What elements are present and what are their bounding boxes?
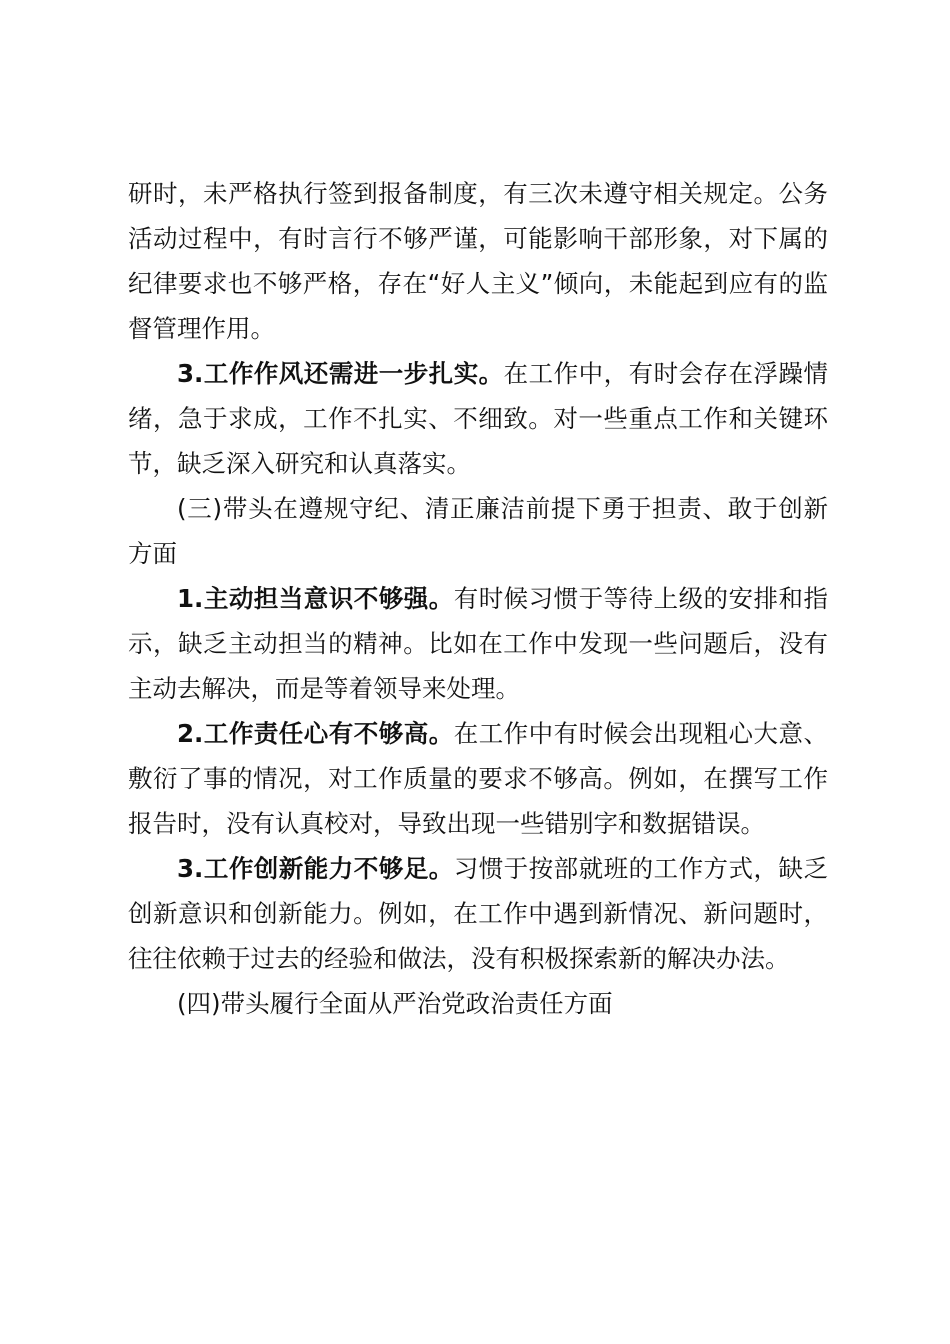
paragraph-text: 在工作中，有时会存在浮躁情绪，急于求成，工作不扎实、不细致。对一些重点工作和关键环节，缺乏深入研究和认真落实。 (128, 359, 828, 478)
paragraph-text: 研时，未严格执行签到报备制度，有三次未遵守相关规定。公务活动过程中，有时言行不够严谨，可能影响干部形象，对下属的纪律要求也不够严格，存在“好人主义”倾向，未能起到应有的监督管理作用。 (128, 179, 828, 343)
paragraph-continuation (128, 171, 828, 351)
section-heading-four (128, 981, 828, 1026)
paragraph-innovation (128, 846, 828, 981)
section-heading-text: (三)带头在遵规守纪、清正廉洁前提下勇于担责、敢于创新方面 (128, 494, 828, 568)
paragraph-lead: 1.主动担当意识不够强。 (177, 584, 454, 613)
section-heading-text: (四)带头履行全面从严治党政治责任方面 (177, 989, 613, 1018)
paragraph-lead: 2.工作责任心有不够高。 (177, 719, 454, 748)
paragraph-text: 在工作中有时候会出现粗心大意、敷衍了事的情况，对工作质量的要求不够高。例如，在撰写工作报告时，没有认真校对，导致出现一些错别字和数据错误。 (128, 719, 829, 838)
paragraph-work-style (128, 351, 828, 486)
paragraph-initiative (128, 576, 828, 711)
paragraph-responsibility (128, 711, 828, 846)
paragraph-text: 习惯于按部就班的工作方式，缺乏创新意识和创新能力。例如，在工作中遇到新情况、新问题时，往往依赖于过去的经验和做法，没有积极探索新的解决办法。 (128, 854, 829, 973)
document-body (128, 171, 828, 1026)
paragraph-text: 有时候习惯于等待上级的安排和指示，缺乏主动担当的精神。比如在工作中发现一些问题后，没有主动去解决，而是等着领导来处理。 (128, 584, 829, 703)
section-heading-three (128, 486, 828, 576)
paragraph-lead: 3.工作作风还需进一步扎实。 (177, 359, 504, 388)
paragraph-lead: 3.工作创新能力不够足。 (177, 854, 454, 883)
